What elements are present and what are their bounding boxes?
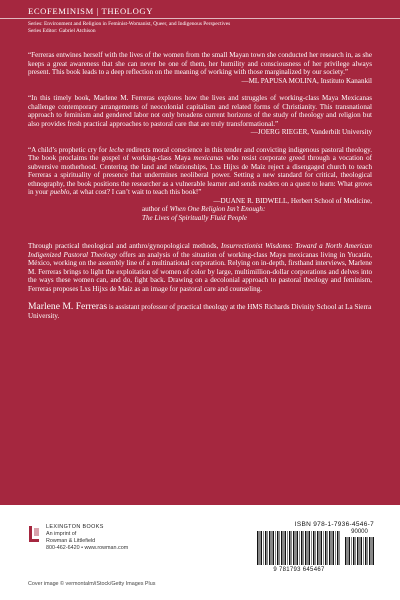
barcode-bar (289, 531, 291, 565)
barcode-bar (332, 531, 333, 565)
barcode-bar (305, 531, 307, 565)
barcode-bar (369, 537, 371, 565)
blurb-italic-word: leche (109, 145, 125, 154)
blurb-papusa-molina (28, 51, 372, 85)
barcode-bar (325, 531, 327, 565)
barcode-bar (320, 531, 321, 565)
barcode-bar (348, 537, 349, 565)
blurb-attribution: —DUANE R. BIDWELL, Herbert School of Medicine, (213, 196, 372, 205)
barcode-bar (297, 531, 299, 565)
barcode-bar (284, 531, 285, 565)
blurb-attribution-book-subtitle (28, 214, 372, 223)
barcode-digits: 9 781793 645467 (273, 567, 325, 573)
series-divider (0, 18, 400, 19)
book-title: Insurrectionist Wisdoms: Toward a North American Indigenized Pastoral Theology (28, 242, 372, 259)
barcode-bar (317, 531, 319, 565)
author-bio-text: is assistant professor of practical theology at the HMS Richards Divinity School at La Sierra University. (28, 303, 372, 320)
blurb-text: , at what cost? I can’t wait to teach this book!” (69, 188, 202, 196)
barcode-bar (353, 537, 355, 565)
barcode-bar (261, 531, 263, 565)
blurb-duane-bidwell (28, 146, 372, 223)
blurb-italic-word: mexicanas (193, 154, 224, 162)
barcode-bar (300, 531, 301, 565)
barcode-bar (324, 531, 325, 565)
barcode-bar (267, 531, 268, 565)
publisher-imprint: An imprint of (46, 531, 77, 537)
blurb-text: “In this timely book, Marlene M. Ferreras explores how the lives and struggles of working-class Maya Mexicanas challenge contemporary arrangements of neocolonial capitalism and related forms of Christianity. This transnational approach to feminism and gendered labor not only broadens current horizons of the study of theology and religion but also provides fresh practical approaches to pastoral care that are truly transformational.” (28, 94, 372, 128)
blurb-attribution-author-of (28, 205, 372, 214)
blurb-text: redirects moral conscience in this tender and convicting indigenous pastoral theology. The book proclaims the gospel of working-class Maya (28, 145, 372, 162)
barcode-bar (357, 537, 359, 565)
blurb-attribution: —ML PAPUSA MOLINA, Instituto Kanankil (241, 76, 372, 85)
description-text: Through practical theological and anthro/gynopological methods, (28, 242, 221, 250)
barcode-bar (329, 531, 331, 565)
series-title: Series: Environment and Religion in Feminist-Womanist, Queer, and Indigenous Perspectives (28, 21, 231, 27)
barcode-bar (309, 531, 311, 565)
barcode-bar (272, 531, 273, 565)
price-code: 90000 (351, 529, 368, 535)
ean-barcode-bars (257, 531, 341, 565)
barcode-bar (293, 531, 295, 565)
barcode-bar (301, 531, 303, 565)
barcode-bar (327, 531, 328, 565)
barcode-bar (352, 537, 353, 565)
publisher-parent: Rowman & Littlefield (46, 538, 96, 544)
description-text: offers an analysis of the situation of working-class Maya mexicanas living in Yucatán, México, working on the assembly line of a multinational corporation. Relying on in-depth, firsthand interviews, Marlene M. Ferreras brings to light the exploitation of women of color by large, multimillion-dollar corporations and delves into the ways these women can, and do, fight back. Drawing on a decolonial approach to pastoral theology and feminism, Ferreras proposes Lxs Hijxs de Maíz as an image for pastoral care and counseling. (28, 250, 373, 293)
barcode-bar (285, 531, 287, 565)
barcode-bar (349, 537, 351, 565)
barcode-bar (296, 531, 297, 565)
barcode-bar (321, 531, 323, 565)
barcode-bar (345, 537, 347, 565)
isbn-number: ISBN 978-1-7936-4546-7 (294, 521, 374, 528)
barcode-bar (288, 531, 289, 565)
barcode-bar (365, 537, 367, 565)
barcode-bar (264, 531, 265, 565)
cover-credit: Cover image © vermontalm/iStock/Getty Images Plus (28, 581, 156, 587)
barcode-bar (373, 537, 375, 565)
barcode-bar (257, 531, 259, 565)
barcode-bar (333, 531, 335, 565)
barcode-bar (339, 531, 340, 565)
barcode-bar (269, 531, 271, 565)
barcode-bar (315, 531, 316, 565)
barcode-bar (364, 537, 365, 565)
barcode-bar (265, 531, 267, 565)
barcode-bar (361, 537, 363, 565)
barcode-bar (313, 531, 315, 565)
blurb-joerg-rieger (28, 94, 372, 137)
barcode-bar (291, 531, 292, 565)
barcode-bar (355, 537, 356, 565)
barcode-bar (273, 531, 275, 565)
series-heading: ECOFEMINISM | THEOLOGY (28, 6, 154, 16)
footer (0, 505, 400, 600)
publisher-block (46, 524, 128, 552)
barcode-bar (336, 531, 337, 565)
blurb-text: who resist corporate greed through a vocation of subversive motherhood. Centering the land and relationships, Lxs Hijxs de Maíz reject a disengaged church to teach Ferreras a spirituality of presence that undermines neoliberal power. Setting a new standard for critical, theological ethnography, the book positions the researcher as a vulnerable learner and sends readers on a quest to learn: What grows in your (28, 154, 372, 196)
publisher-name: LEXINGTON BOOKS (46, 524, 104, 530)
barcode-bar (279, 531, 280, 565)
lexington-books-logo-icon (28, 526, 40, 542)
author-name: Marlene M. Ferreras (28, 301, 108, 312)
barcode-bar (337, 531, 339, 565)
book-description (28, 242, 372, 293)
blurb-italic-word: pueblo (50, 188, 70, 196)
blurb-text: “Ferreras entwines herself with the lives of the women from the small Mayan town she conducted her research in, as she keeps a great awareness that she can never be one of them, her humility and consciousness of her privilege always present. This book leads to a deep reflection on the meaning of working with those marginalized by our society.” (28, 51, 372, 76)
barcode-bar (372, 537, 373, 565)
barcode (257, 521, 374, 577)
publisher-contact: 800-462-6420 • www.rowman.com (46, 545, 129, 551)
blurb-attribution: —JOERG RIEGER, Vanderbilt University (250, 128, 372, 136)
blurb-attribution-text: author of (142, 205, 170, 213)
barcode-bar (303, 531, 304, 565)
blurb-attribution-book-title: When One Religion Isn’t Enough: (169, 205, 266, 213)
addon-barcode-bars (345, 537, 374, 565)
blurb-text: “A child’s prophetic cry for (28, 145, 110, 154)
barcode-bar (367, 537, 368, 565)
blurb-attribution-book-subtitle-text: The Lives of Spiritually Fluid People (142, 213, 248, 222)
author-bio (28, 303, 372, 320)
barcode-bar (308, 531, 309, 565)
barcode-bar (360, 537, 361, 565)
barcode-bar (312, 531, 313, 565)
barcode-bar (260, 531, 261, 565)
series-editor: Series Editor: Gabriel Atchison (28, 28, 96, 34)
barcode-bar (276, 531, 277, 565)
barcode-bar (277, 531, 279, 565)
barcode-bar (281, 531, 283, 565)
